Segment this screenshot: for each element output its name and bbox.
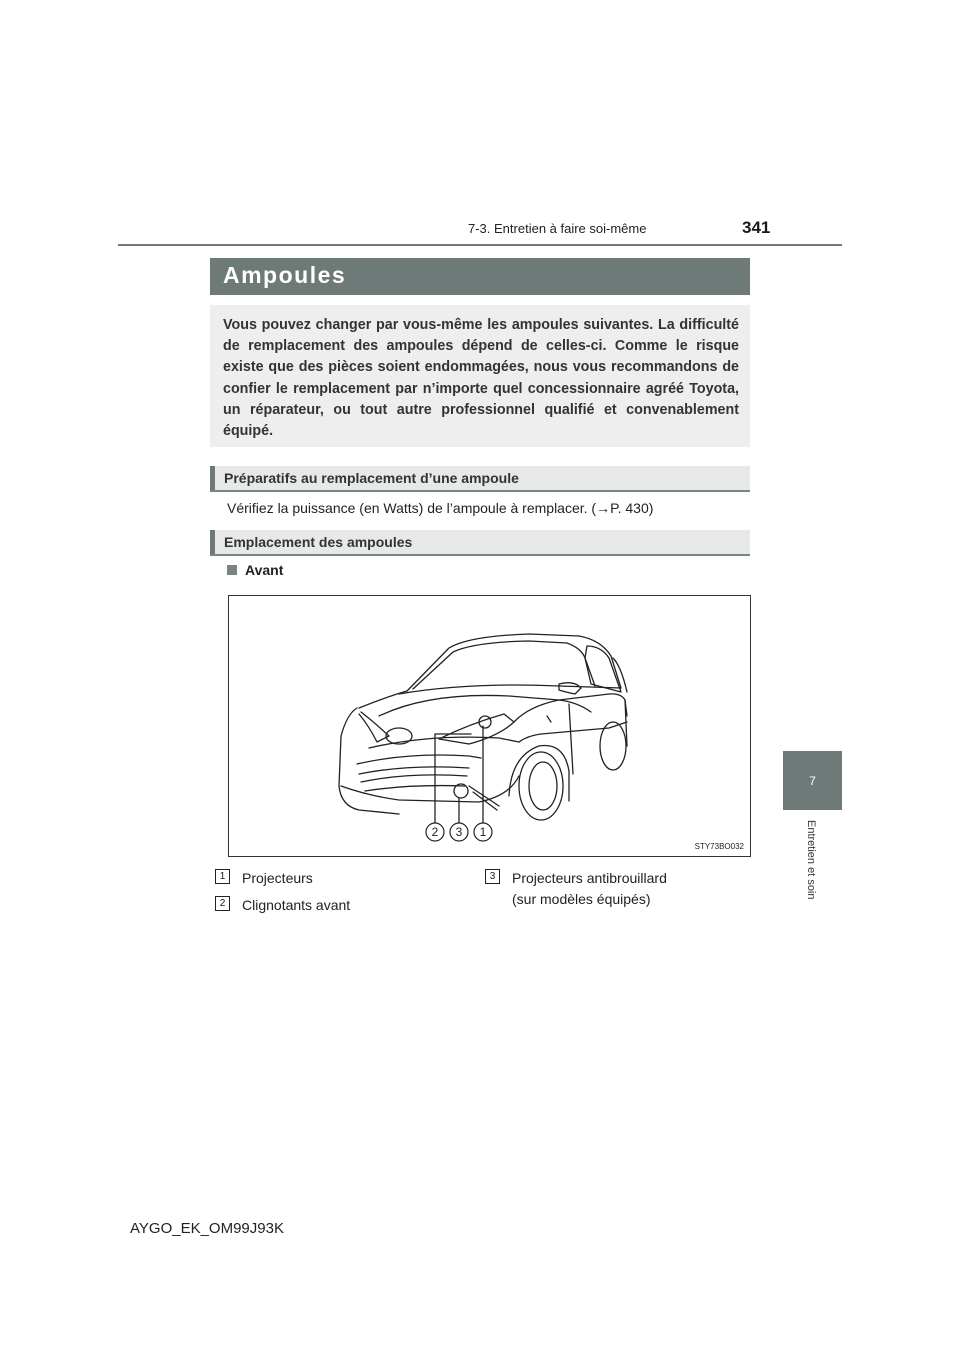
document-code: AYGO_EK_OM99J93K xyxy=(130,1220,284,1237)
section-heading-preparation xyxy=(210,466,750,492)
callout-3-label: 3 xyxy=(455,825,463,839)
subheading-front xyxy=(227,562,283,578)
legend-number-2: 2 xyxy=(215,896,230,911)
chapter-number: 7 xyxy=(809,773,816,788)
section-heading-text: Emplacement des ampoules xyxy=(224,534,413,550)
legend-note-3: (sur modèles équipés) xyxy=(512,891,651,907)
subheading-text: Avant xyxy=(245,562,284,578)
header-rule xyxy=(118,244,842,246)
page-number: 341 xyxy=(742,218,771,237)
callout-1-label: 1 xyxy=(479,825,487,839)
chapter-title: Entretien et soin xyxy=(805,820,817,900)
square-bullet-icon xyxy=(227,565,237,575)
legend-text-1: Projecteurs xyxy=(242,870,313,886)
car-illustration-figure xyxy=(228,595,751,857)
callout-3 xyxy=(450,823,468,841)
chapter-tab xyxy=(783,751,842,810)
legend-text-2: Clignotants avant xyxy=(242,897,351,913)
running-header: 7-3. Entretien à faire soi-même xyxy=(468,221,647,236)
callout-2 xyxy=(426,823,444,841)
legend-number-1: 1 xyxy=(215,869,230,884)
page-title-bar xyxy=(210,258,750,295)
page-title: Ampoules xyxy=(223,262,347,288)
section-heading-location xyxy=(210,530,750,556)
preparation-text: Vérifiez la puissance (en Watts) de l’ampoule à remplacer. (→P. 430) xyxy=(227,500,654,516)
legend-number-3: 3 xyxy=(485,869,500,884)
section-heading-text: Préparatifs au remplacement d’une ampoule xyxy=(224,470,519,486)
callout-2-label: 2 xyxy=(431,825,439,839)
chapter-title-vertical xyxy=(803,820,823,940)
figure-code: STY73BO032 xyxy=(694,842,744,851)
intro-text: Vous pouvez changer par vous-même les ampoules suivantes. La difficulté de remplacement des ampoules dépend de celles-ci. Comme le risque existe que des pièces soient endommagées, nous vous recommandons de confier le remplacement par n’importe quel concessionnaire agréé Toyota, un réparateur, ou tout autre professionnel qualifié et convenablement équipé. xyxy=(223,317,739,440)
car-front-illustration xyxy=(229,596,750,856)
legend-text-3: Projecteurs antibrouillard xyxy=(512,870,667,886)
intro-box xyxy=(210,305,750,447)
callout-1 xyxy=(474,823,492,841)
